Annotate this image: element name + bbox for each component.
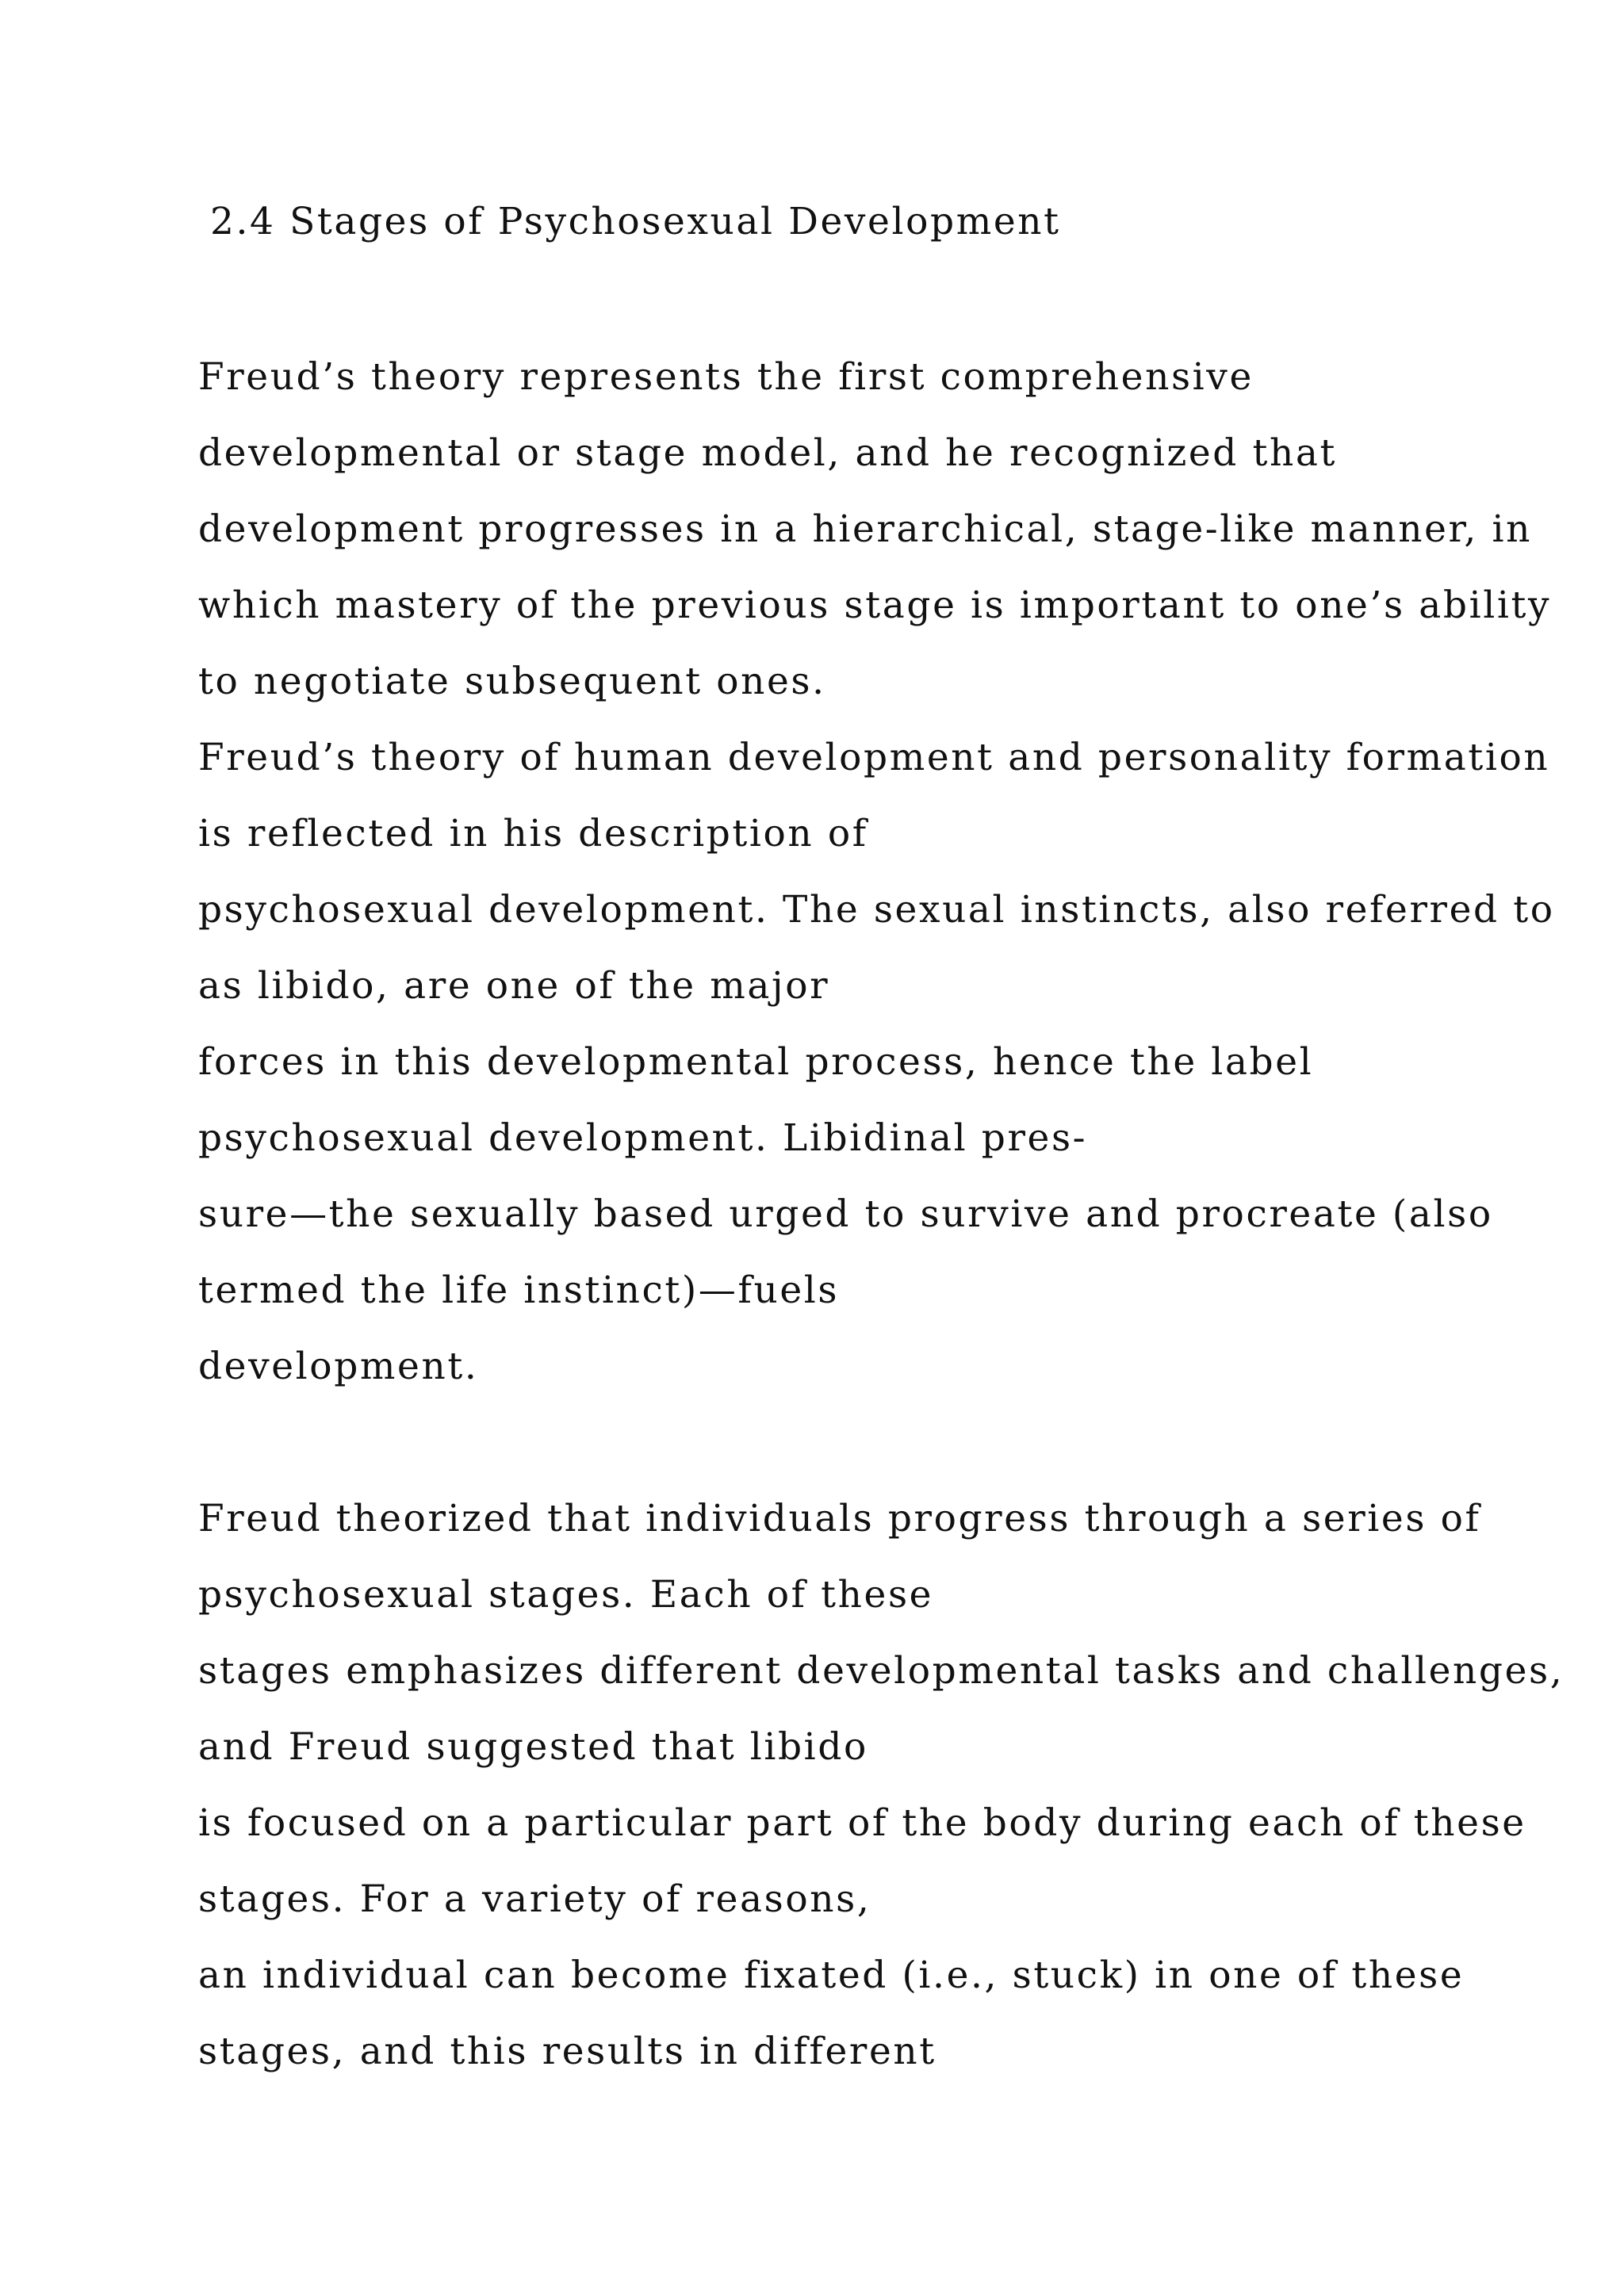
text-line: development.: [198, 1345, 479, 1388]
text-line: Freud’s theory represents the first comprehensive: [198, 355, 1254, 399]
text-line: stages, and this results in different: [198, 2030, 936, 2073]
text-line: forces in this developmental process, hence the label: [198, 1040, 1314, 1084]
section-heading: 2.4 Stages of Psychosexual Development: [210, 200, 1061, 243]
text-line: psychosexual development. Libidinal pres-: [198, 1116, 1088, 1160]
text-line: stages. For a variety of reasons,: [198, 1877, 871, 1921]
text-line: is reflected in his description of: [198, 812, 868, 855]
text-line: Freud’s theory of human development and personality formation: [198, 736, 1550, 779]
text-line: sure—the sexually based urged to survive and procreate (also: [198, 1192, 1493, 1236]
text-line: psychosexual development. The sexual instincts, also referred to: [198, 888, 1555, 932]
text-line: is focused on a particular part of the body during each of these: [198, 1801, 1526, 1845]
text-line: psychosexual stages. Each of these: [198, 1573, 934, 1617]
text-line: and Freud suggested that libido: [198, 1725, 868, 1769]
text-line: stages emphasizes different developmental tasks and challenges,: [198, 1649, 1565, 1693]
text-line: which mastery of the previous stage is important to one’s ability: [198, 584, 1552, 627]
text-line: Freud theorized that individuals progress through a series of: [198, 1497, 1481, 1540]
text-line: as libido, are one of the major: [198, 964, 830, 1008]
text-line: to negotiate subsequent ones.: [198, 660, 826, 703]
text-line: an individual can become fixated (i.e., stuck) in one of these: [198, 1954, 1465, 1997]
text-line: termed the life instinct)—fuels: [198, 1269, 840, 1312]
text-line: development progresses in a hierarchical, stage-like manner, in: [198, 507, 1532, 551]
text-line: developmental or stage model, and he recognized that: [198, 431, 1337, 475]
